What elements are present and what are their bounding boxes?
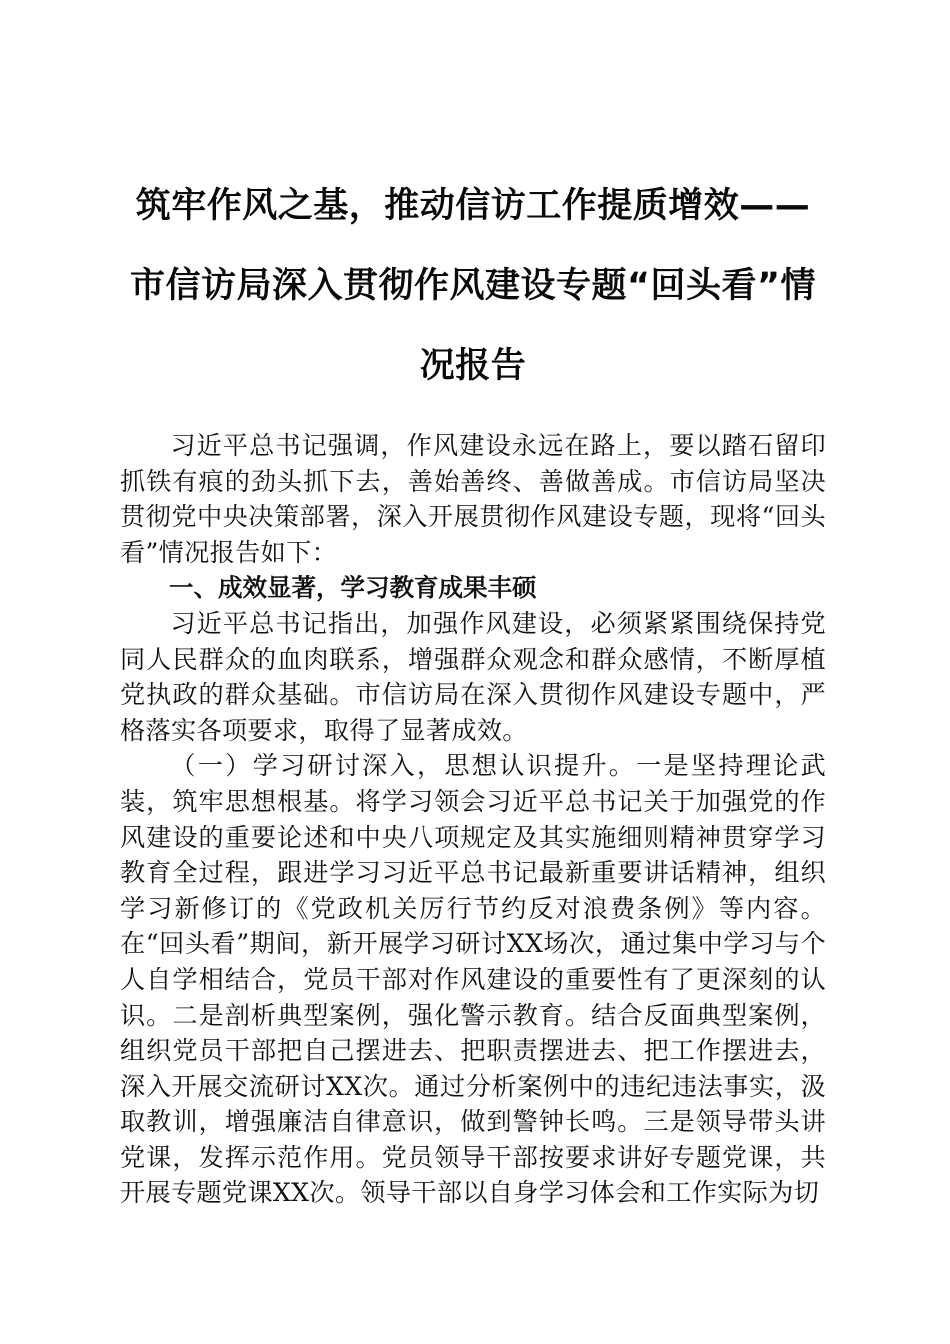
document-body <box>120 428 826 1211</box>
section-heading: 一、成效显著，学习教育成果丰硕 <box>169 573 537 603</box>
document-title: 筑牢作风之基，推动信访工作提质增效——市信访局深入贯彻作风建设专题“回头看”情况报告 <box>129 186 816 386</box>
section-paragraph-1: 习近平总书记指出，加强作风建设，必须紧紧围绕保持党同人民群众的血肉联系，增强群众观念和群众感情，不断厚植党执政的群众基础。市信访局在深入贯彻作风建设专题中，严格落实各项要求，取得了显著成效。 <box>120 608 826 745</box>
intro-paragraph: 习近平总书记强调，作风建设永远在路上，要以踏石留印抓铁有痕的劲头抓下去，善始善终、善做善成。市信访局坚决贯彻党中央决策部署，深入开展贯彻作风建设专题，现将“回头看”情况报告如下： <box>120 431 826 567</box>
section-paragraph-2: （一）学习研讨深入，思想认识提升。一是坚持理论武装，筑牢思想根基。将学习领会习近平总书记关于加强党的作风建设的重要论述和中央八项规定及其实施细则精神贯穿学习教育全过程，跟进学习习近平总书记最新重要讲话精神，组织学习新修订的《党政机关厉行节约反对浪费条例》等内容。在“回头看”期间，新开展学习研讨XX场次，通过集中学习与个人自学相结合，党员干部对作风建设的重要性有了更深刻的认识。二是剖析典型案例，强化警示教育。结合反面典型案例，组织党员干部把自己摆进去、把职责摆进去、把工作摆进去，深入开展交流研讨XX次。通过分析案例中的违纪违法事实，汲取教训，增强廉洁自律意识，做到警钟长鸣。三是领导带头讲党课，发挥示范作用。党员领导干部按要求讲好专题党课，共开展专题党课XX次。领导干部以自身学习体会和工作实际为切 <box>120 751 826 1208</box>
